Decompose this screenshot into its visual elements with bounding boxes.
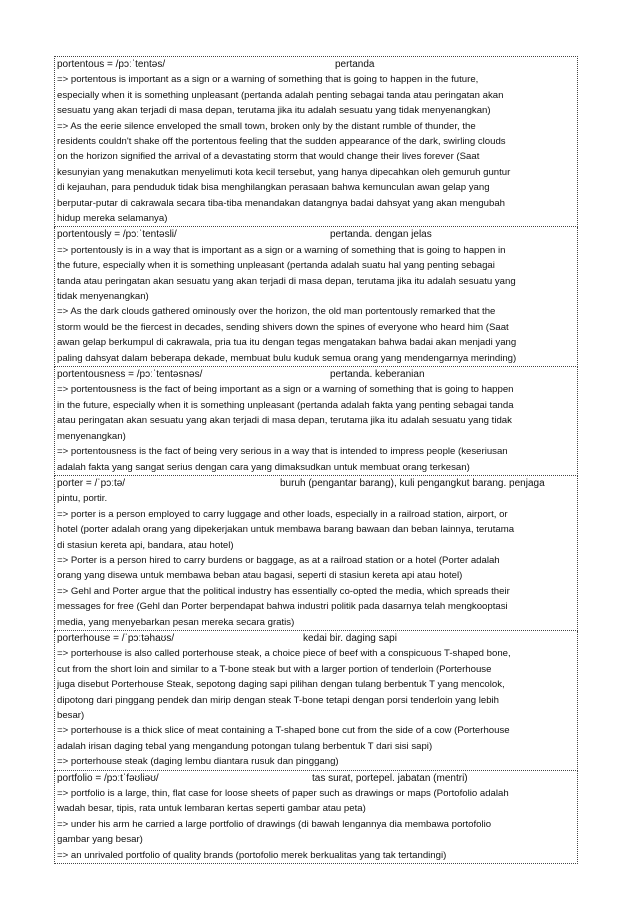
glossary-entry: [54, 367, 578, 476]
definition-line: => porterhouse is a thick slice of meat containing a T-shaped bone cut from the side of a cow (Porterhouse: [57, 725, 510, 737]
definition-line: hotel (porter adalah orang yang dipekerjakan untuk membawa barang bawaan dan beban lainnya, terutama: [57, 524, 515, 536]
definition-line: => porterhouse is also called porterhouse steak, a choice piece of beef with a conspicuous T-shaped bone,: [57, 648, 511, 660]
headword-meaning: tas surat, portepel. jabatan (mentri): [312, 772, 468, 784]
definition-line: => porter is a person employed to carry luggage and other loads, especially in a railroad station, airport, or: [57, 508, 508, 520]
definition-line: residents couldn't shake off the portentous feeling that the sudden appearance of the dark, swirling clouds: [57, 136, 506, 148]
definition-line: => Porter is a person hired to carry burdens or baggage, as at a railroad station or a hotel (Porter adalah: [57, 554, 500, 566]
definition-line: the future, especially when it is something unpleasant (pertanda adalah suatu hal yang penting sebagai: [57, 260, 495, 272]
definition-line: tanda atau peringatan akan sesuatu yang akan terjadi di masa depan, terutama jika itu adalah sesuatu yang: [57, 275, 516, 287]
definition-line: adalah fakta yang sangat serius dengan cara yang dimaksudkan untuk membuat orang terkesan): [57, 461, 470, 473]
headword-meaning: pertanda. keberanian: [330, 369, 425, 381]
definition-line: paling dahsyat dalam beberapa dekade, membuat bulu kuduk semua orang yang mendengarnya merinding): [57, 352, 517, 364]
definition-line: => portfolio is a large, thin, flat case for loose sheets of paper such as drawings or maps (Portofolio adalah: [57, 788, 509, 799]
definition-line: besar): [57, 709, 85, 721]
headword-term: porterhouse = /ˈpɔːtəhaʊs/: [57, 632, 175, 644]
headword-term: portentousness = /pɔːˈtentəsnəs/: [57, 369, 203, 381]
definition-line: pintu, portir.: [57, 493, 108, 505]
glossary-entry: [54, 771, 578, 864]
headword-meaning: buruh (pengantar barang), kuli pengangkut barang. penjaga: [280, 477, 545, 489]
definition-line: in the future, especially when it is something unpleasant (pertanda adalah fakta yang penting sebagai tanda: [57, 399, 514, 411]
definition-line: => under his arm he carried a large portfolio of drawings (di bawah lengannya dia membawa portofolio: [57, 818, 492, 830]
definition-line: messages for free (Gehl dan Porter berpendapat bahwa industri politik pada dasarnya telah mengkooptasi: [57, 601, 508, 613]
headword-row: [57, 631, 576, 646]
headword-row: [57, 57, 576, 72]
definition-line: di stasiun kereta api, bandara, atau hotel): [57, 539, 234, 551]
definition-line: menyenangkan): [57, 430, 126, 442]
headword-row: [57, 476, 576, 491]
definition-line: => portentous is important as a sign or a warning of something that is going to happen in the future,: [57, 74, 479, 86]
definition-line: => portentousness is the fact of being important as a sign or a warning of something that is going to happen: [57, 384, 514, 396]
glossary-entry: [54, 227, 578, 367]
definition-line: media, yang menyebarkan pesan mereka secara gratis): [57, 616, 295, 628]
definition-line: hidup mereka selamanya): [57, 213, 168, 225]
definition-line: => portentously is in a way that is important as a sign or a warning of something that is going to happen in: [57, 244, 506, 256]
definition-line: berputar-putar di cakrawala secara tiba-tiba menandakan datangnya badai dahsyat yang akan mengubah: [57, 197, 506, 209]
definition-line: juga disebut Porterhouse Steak, sepotong daging sapi pilihan dengan tulang berbentuk T yang mencolok,: [57, 679, 505, 691]
definition-line: on the horizon signified the arrival of a devastating storm that would change their lives forever (Saat: [57, 151, 480, 163]
glossary-entry: [54, 56, 578, 227]
definition-line: dipotong dari pinggang pendek dan mirip dengan steak T-bone tetapi dengan porsi tenderloin yang lebih: [57, 694, 499, 706]
definition-line: => As the dark clouds gathered ominously over the horizon, the old man portentously remarked that the: [57, 306, 496, 318]
definition-line: tidak menyenangkan): [57, 291, 149, 303]
headword-term: portentously = /pɔːˈtentəsli/: [57, 229, 177, 241]
definition-line: cut from the short loin and similar to a T-bone steak but with a larger portion of tenderloin (Porterhouse: [57, 663, 492, 675]
headword-row: [57, 771, 576, 786]
glossary-entry: [54, 631, 578, 771]
definition-line: => portentousness is the fact of being very serious in a way that is intended to impress people (keseriusan: [57, 446, 508, 458]
glossary-sheet: [54, 56, 578, 864]
glossary-entry: [54, 476, 578, 631]
headword-term: portfolio = /pɔːtˈfəʊliəʊ/: [57, 772, 159, 784]
definition-line: orang yang disewa untuk membawa beban atau bagasi, seperti di stasiun kereta api atau hotel): [57, 570, 463, 582]
headword-term: portentous = /pɔːˈtentəs/: [57, 59, 166, 70]
headword-meaning: kedai bir. daging sapi: [303, 632, 397, 644]
definition-line: storm would be the fiercest in decades, sending shivers down the spines of everyone who heard him (Saat: [57, 321, 509, 333]
definition-line: adalah irisan daging tebal yang mengandung potongan tulang berbentuk T dari sisi sapi): [57, 740, 433, 752]
headword-row: [57, 227, 576, 242]
definition-line: di kejauhan, para penduduk tidak bisa menghilangkan perasaan bahwa kemunculan awan gelap yang: [57, 182, 490, 194]
definition-line: awan gelap berkumpul di cakrawala, pria tua itu dengan tegas mengatakan bahwa badai akan menjadi yang: [57, 337, 517, 349]
definition-line: especially when it is something unpleasant (pertanda adalah penting sebagai tanda atau peringatan akan: [57, 89, 504, 101]
definition-line: gambar yang besar): [57, 834, 143, 846]
definition-line: wadah besar, tipis, rata untuk lembaran kertas seperti gambar atau peta): [57, 803, 366, 815]
definition-line: sesuatu yang akan terjadi di masa depan, terutama jika itu adalah sesuatu yang tidak menyenangkan): [57, 105, 491, 117]
headword-term: porter = /ˈpɔːtə/: [57, 477, 126, 489]
definition-line: => As the eerie silence enveloped the small town, broken only by the distant rumble of thunder, the: [57, 120, 476, 132]
definition-line: => porterhouse steak (daging lembu diantara rusuk dan pinggang): [57, 756, 339, 768]
definition-line: => an unrivaled portfolio of quality brands (portofolio merek berkualitas yang tak tertandingi): [57, 849, 447, 861]
headword-row: [57, 367, 576, 382]
headword-meaning: pertanda. dengan jelas: [330, 229, 432, 241]
definition-line: atau peringatan akan sesuatu yang akan terjadi di masa depan, terutama jika itu adalah sesuatu yang tidak: [57, 415, 512, 427]
definition-line: => Gehl and Porter argue that the political industry has essentially co-opted the media, which spreads their: [57, 585, 510, 597]
definition-line: kesunyian yang menakutkan menyelimuti kota kecil tersebut, yang hanya dipecahkan oleh gemuruh guntur: [57, 166, 511, 178]
headword-meaning: pertanda: [335, 59, 375, 70]
